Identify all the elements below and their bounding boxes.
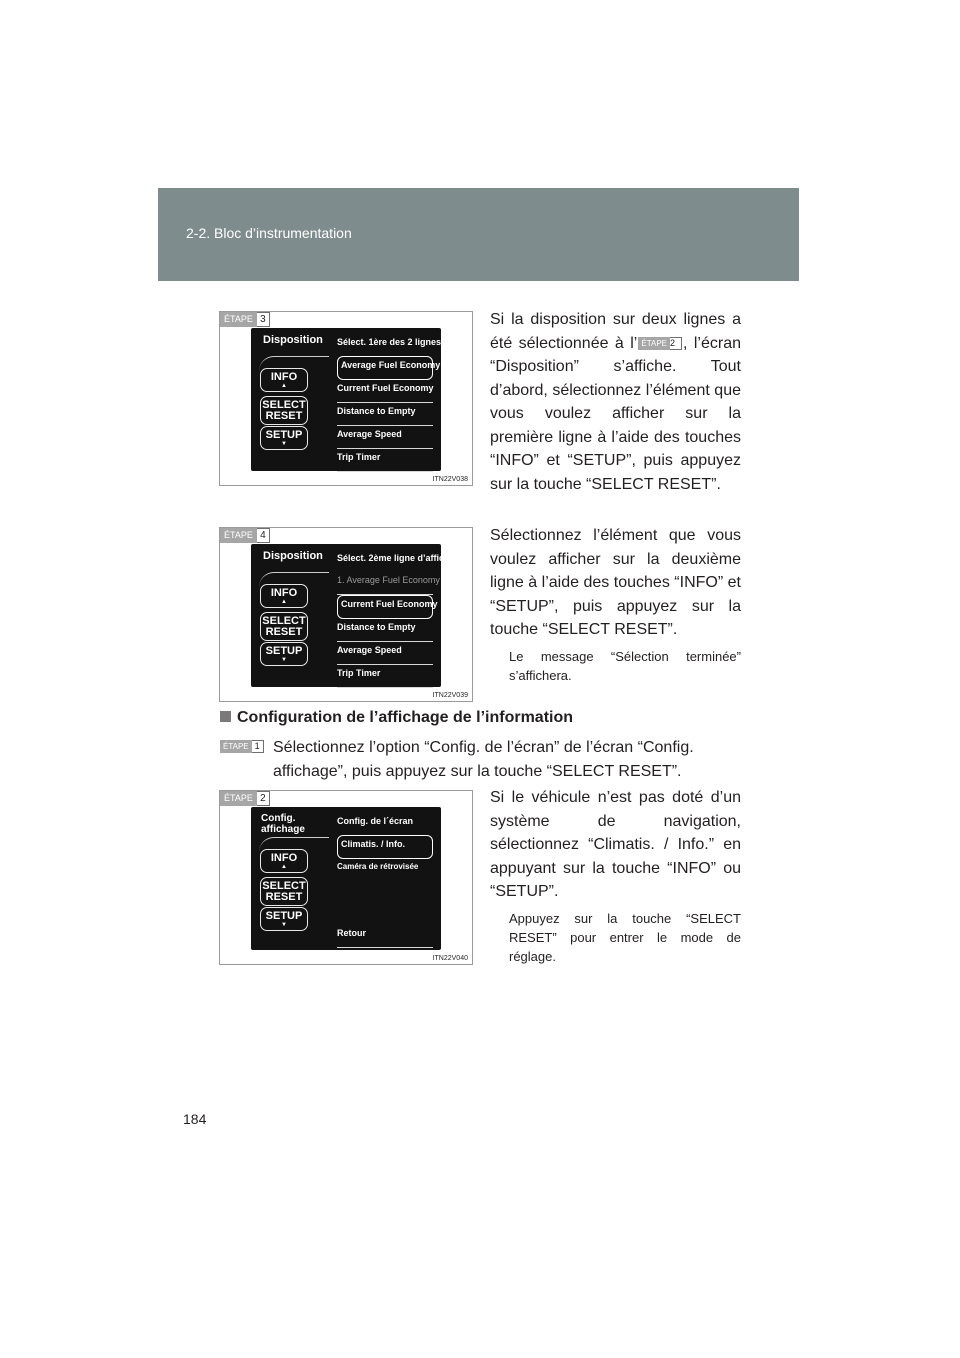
screen-title: Config. affichage <box>261 813 305 835</box>
section-header-bar <box>158 188 799 281</box>
list-item-selected: Climatis. / Info. <box>337 835 433 859</box>
list-item: Trip Timer <box>337 665 433 688</box>
info-button[interactable]: INFO ▲ <box>260 584 308 608</box>
list-item-selected: Average Fuel Economy <box>337 356 433 380</box>
down-arrow-icon: ▼ <box>281 441 287 447</box>
figure-code: ITN22V038 <box>432 476 468 483</box>
list-item: Caméra de rétrovisée <box>337 862 419 871</box>
figure-step-4 <box>219 527 473 702</box>
note-text: Le message “Sélection terminée” s’affichera. <box>509 649 741 683</box>
select-reset-button[interactable]: SELECT RESET <box>260 396 308 425</box>
menu-list <box>337 813 433 948</box>
down-arrow-icon: ▼ <box>281 922 287 928</box>
list-item: Distance to Empty <box>337 403 433 426</box>
info-button[interactable]: INFO ▲ <box>260 368 308 392</box>
up-arrow-icon: ▲ <box>281 864 287 870</box>
list-item: Config. de l´écran <box>337 816 414 826</box>
page-number: 184 <box>183 1111 207 1127</box>
display-screen <box>251 807 441 950</box>
setup-button[interactable]: SETUP ▼ <box>260 642 308 666</box>
setup-button[interactable]: SETUP ▼ <box>260 907 308 931</box>
screen-title: Disposition <box>263 550 323 562</box>
screen-title: Disposition <box>263 334 323 346</box>
up-arrow-icon: ▲ <box>281 599 287 605</box>
etape-badge: ÉTAPE 2 <box>220 791 270 806</box>
etape-badge: ÉTAPE 4 <box>220 528 270 543</box>
etape-inline-badge: ÉTAPE 2 <box>638 337 682 350</box>
figure-step-2 <box>219 790 473 965</box>
section-title: 2-2. Bloc d’instrumentation <box>186 225 352 241</box>
paragraph-navigation: Si le véhicule n’est pas doté d’un système de navigation, sélectionnez “Climatis. / Info.” en appuyant sur la touche “INFO” ou “SETUP”. <box>490 789 741 900</box>
step-1-paragraph: ÉTAPE 1 Sélectionnez l’option “Config. de l’écran” de l’écran “Config. affichage”, puis appuyez sur la touche “SELECT RESET”. <box>219 736 741 783</box>
paragraph-step-4: Sélectionnez l’élément que vous voulez afficher sur la deuxième ligne à l’aide des touches “INFO” et “SETUP”, puis appuyez sur la touche “SELECT RESET”. <box>490 527 741 638</box>
down-arrow-icon: ▼ <box>281 657 287 663</box>
etape-inline-badge: ÉTAPE 1 <box>220 740 264 753</box>
list-item: Average Speed <box>337 642 433 665</box>
list-item: 1. Average Fuel Economy <box>337 572 433 595</box>
display-screen <box>251 544 453 687</box>
list-item: Retour <box>337 925 433 948</box>
info-button[interactable]: INFO ▲ <box>260 849 308 873</box>
list-item-selected: Current Fuel Economy <box>337 595 433 619</box>
note-text: Appuyez sur la touche “SELECT RESET” pour entrer le mode de réglage. <box>509 911 741 964</box>
menu-list <box>337 550 453 688</box>
paragraph-step-3: Si la disposition sur deux lignes a été sélectionnée à l’ ÉTAPE 2 , l’écran “Disposition” s’affiche. Tout d’abord, sélectionnez l’élément que vous voulez afficher sur la première ligne à l’aide des touches “INFO” et “SETUP”, puis appuyez sur la touche “SELECT RESET”. <box>490 311 741 493</box>
setup-button[interactable]: SETUP ▼ <box>260 426 308 450</box>
up-arrow-icon: ▲ <box>281 383 287 389</box>
list-item: Sélect. 1ère des 2 lignes <box>337 337 442 347</box>
list-item: Trip Timer <box>337 449 433 472</box>
list-item: Average Speed <box>337 426 433 449</box>
menu-list <box>337 334 442 472</box>
figure-code: ITN22V040 <box>432 955 468 962</box>
list-item: Current Fuel Economy <box>337 380 433 403</box>
select-reset-button[interactable]: SELECT RESET <box>260 612 308 641</box>
select-reset-button[interactable]: SELECT RESET <box>260 877 308 906</box>
etape-badge: ÉTAPE 3 <box>220 312 270 327</box>
figure-step-3 <box>219 311 473 486</box>
list-item: Sélect. 2ème ligne d’affich. <box>337 553 453 563</box>
square-bullet-icon <box>220 711 231 722</box>
section-heading: Configuration de l’affichage de l’information <box>220 709 573 727</box>
list-item: Distance to Empty <box>337 619 433 642</box>
figure-code: ITN22V039 <box>432 692 468 699</box>
display-screen <box>251 328 441 471</box>
